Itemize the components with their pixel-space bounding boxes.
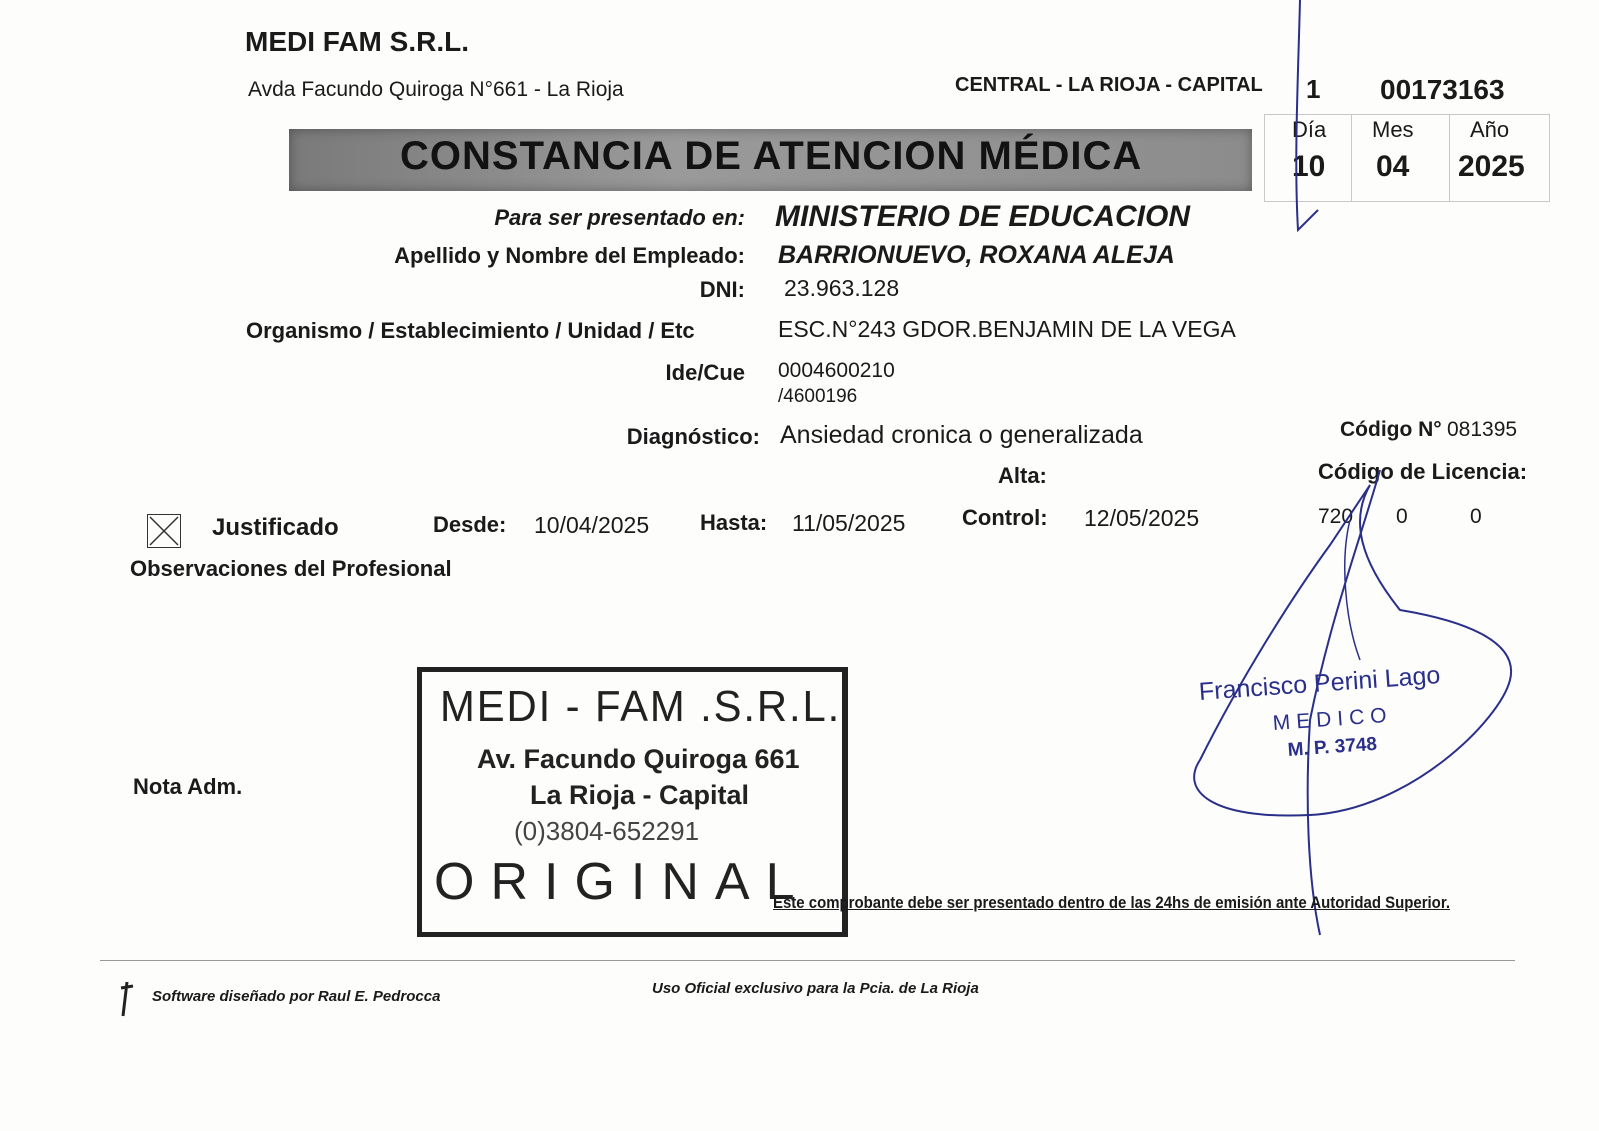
idecue-label: Ide/Cue (665, 360, 745, 385)
signature-scribble (1170, 0, 1530, 940)
stamp-line-1: MEDI - FAM .S.R.L. (440, 682, 842, 731)
dni-value: 23.963.128 (784, 275, 900, 301)
branch-label: CENTRAL - LA RIOJA - CAPITAL (955, 74, 1263, 96)
footer-divider (100, 960, 1515, 961)
org-value: ESC.N°243 GDOR.BENJAMIN DE LA VEGA (778, 316, 1236, 342)
license-label: Código de Licencia: (1318, 459, 1528, 484)
justified-checkbox[interactable] (147, 514, 181, 548)
footer-official-use: Uso Oficial exclusivo para la Pcia. de La Rioja (652, 980, 979, 997)
year-value: 2025 (1458, 150, 1525, 183)
dni-label: DNI: (699, 277, 745, 302)
month-value: 04 (1376, 150, 1410, 183)
employee-value: BARRIONUEVO, ROXANA ALEJA (778, 241, 1175, 269)
stamp-line-2: Av. Facundo Quiroga 661 (477, 744, 800, 774)
presented-label: Para ser presentado en: (494, 205, 745, 230)
notice-text: Este comprobante debe ser presentado dentro de las 24hs de emisión ante Autoridad Superior. (773, 893, 1450, 912)
diagnosis-label: Diagnóstico: (626, 424, 760, 449)
signature-title: MEDICO (1272, 703, 1394, 735)
document-title: CONSTANCIA DE ATENCION MÉDICA (400, 134, 1143, 178)
signature-mp: M. P. 3748 (1287, 733, 1378, 761)
stamp-line-3: La Rioja - Capital (530, 780, 750, 810)
stamp-line-5: ORIGINAL (434, 853, 811, 911)
check-cross-icon (148, 515, 180, 547)
license-code-3: 0 (1470, 505, 1482, 528)
employee-label: Apellido y Nombre del Empleado: (394, 243, 745, 268)
org-label: Organismo / Establecimiento / Unidad / Etc (246, 318, 695, 343)
diagnosis-value: Ansiedad cronica o generalizada (780, 421, 1143, 449)
day-label: Día (1292, 117, 1327, 142)
desde-label: Desde: (433, 512, 507, 537)
stamp-line-4: (0)3804-652291 (514, 816, 700, 846)
company-address: Avda Facundo Quiroga N°661 - La Rioja (248, 78, 624, 101)
justified-label: Justificado (212, 514, 339, 541)
code-value: 081395 (1447, 418, 1518, 441)
license-code-1: 720 (1318, 505, 1354, 528)
month-label: Mes (1372, 117, 1414, 142)
license-code-2: 0 (1396, 505, 1408, 528)
control-label: Control: (962, 505, 1048, 530)
hasta-value: 11/05/2025 (792, 510, 906, 536)
footer-credit: Software diseñado por Raul E. Pedrocca (152, 988, 441, 1005)
code-label: Código N° (1340, 418, 1442, 441)
day-value: 10 (1292, 150, 1326, 183)
observations-label: Observaciones del Profesional (130, 556, 452, 581)
year-label: Año (1470, 117, 1510, 142)
presented-value: MINISTERIO DE EDUCACION (775, 200, 1191, 233)
signature-name: Francisco Perini Lago (1198, 661, 1442, 706)
control-value: 12/05/2025 (1084, 505, 1200, 531)
alta-label: Alta: (998, 463, 1047, 488)
serie-number: 1 (1306, 74, 1321, 104)
pen-mark-icon (117, 980, 137, 1020)
idecue-value-1: 0004600210 (778, 359, 895, 382)
hasta-label: Hasta: (700, 510, 768, 535)
desde-value: 10/04/2025 (534, 512, 650, 538)
document-number: 00173163 (1380, 74, 1505, 105)
company-name: MEDI FAM S.R.L. (245, 26, 469, 57)
idecue-value-2: /4600196 (778, 386, 858, 407)
nota-adm-label: Nota Adm. (133, 774, 243, 799)
